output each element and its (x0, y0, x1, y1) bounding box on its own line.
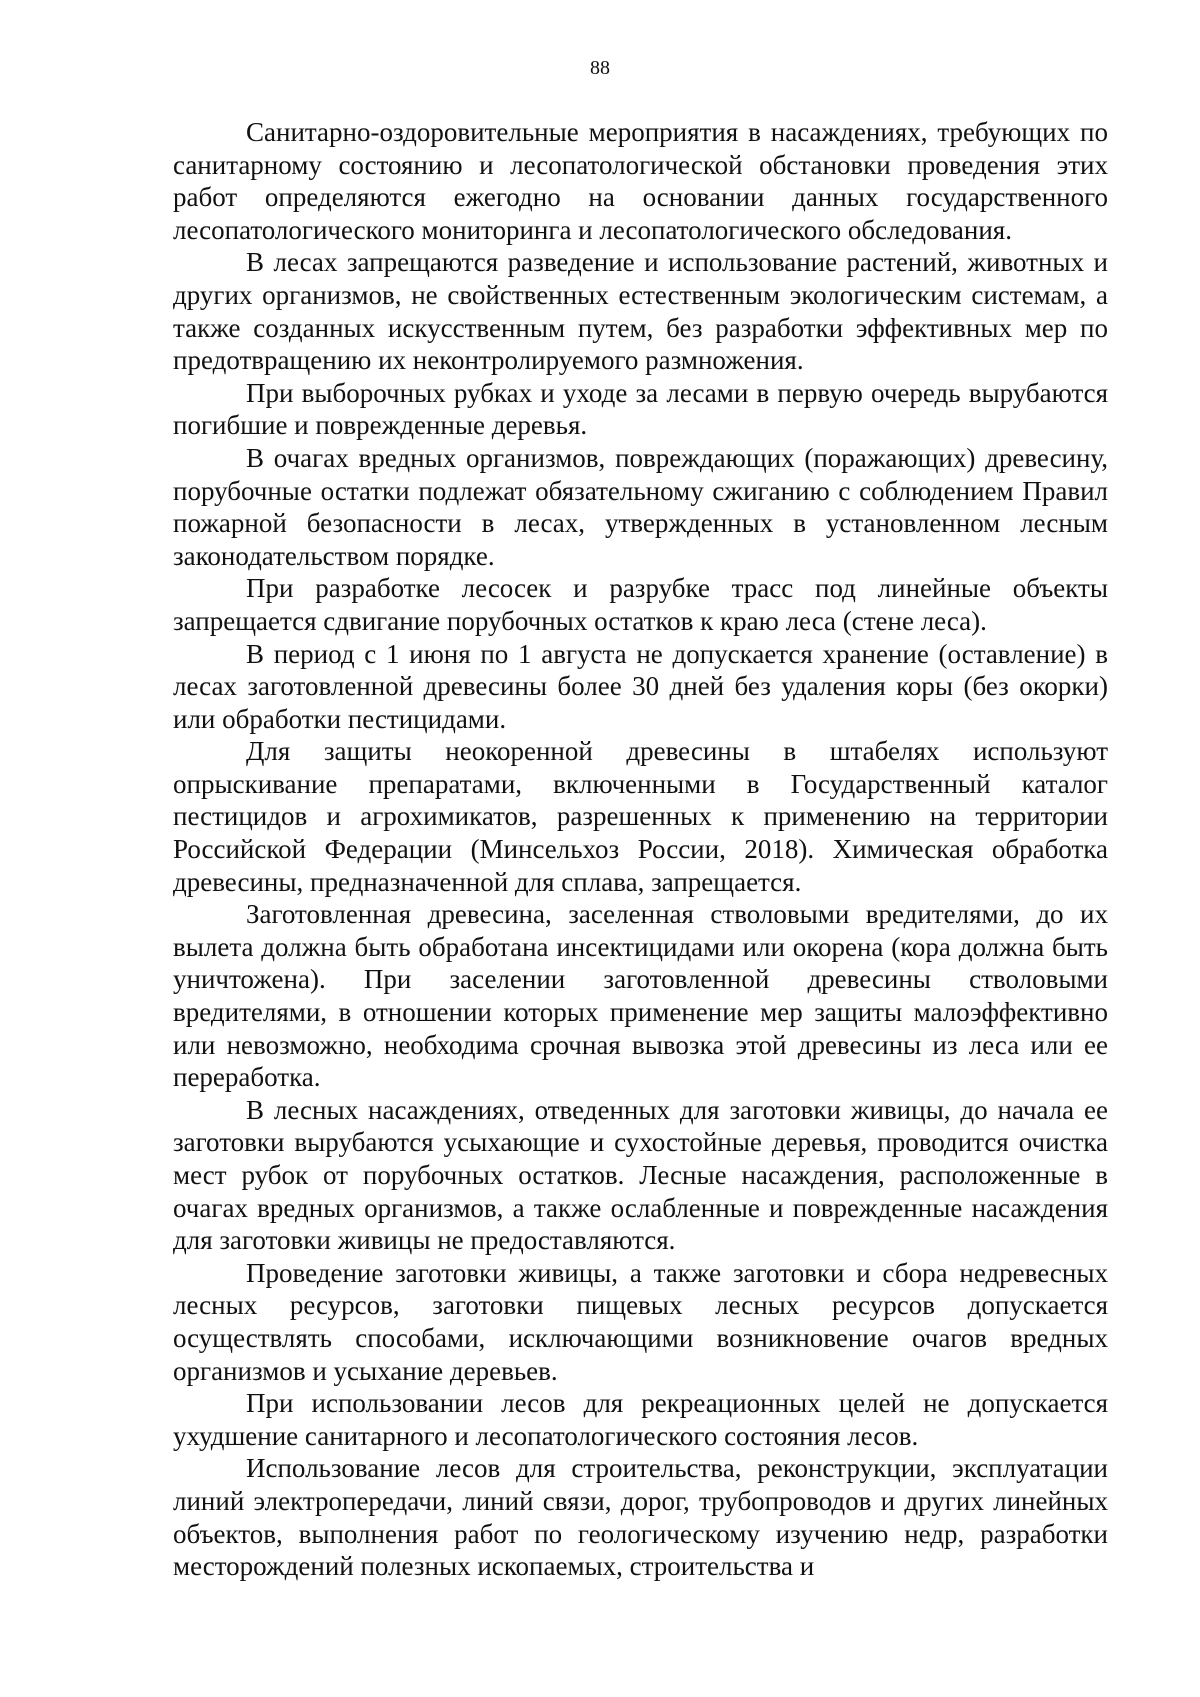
paragraph: При использовании лесов для рекреационных целей не допускается ухудшение санитарного и лесопатологического состояния лесов. (173, 1388, 1108, 1451)
paragraph: Заготовленная древесина, заселенная стволовыми вредителями, до их вылета должна быть обработана инсектицидами или окорена (кора должна быть уничтожена). При заселении заготовленной древесины стволовыми вредителями, в отношении которых применение мер защиты малоэффективно или невозможно, необходима срочная вывозка этой древесины из леса или ее переработка. (173, 899, 1108, 1093)
paragraph: Использование лесов для строительства, реконструкции, эксплуатации линий электропередачи, линий связи, дорог, трубопроводов и других линейных объектов, выполнения работ по геологическому изучению недр, разработки месторождений полезных ископаемых, строительства и (173, 1453, 1108, 1582)
paragraph: В период с 1 июня по 1 августа не допускается хранение (оставление) в лесах заготовленной древесины более 30 дней без удаления коры (без окорки) или обработки пестицидами. (173, 638, 1108, 734)
paragraph: При выборочных рубках и уходе за лесами в первую очередь вырубаются погибшие и поврежденные деревья. (173, 377, 1108, 441)
paragraph: При разработке лесосек и разрубке трасс под линейные объекты запрещается сдвигание порубочных остатков к краю леса (стене леса). (173, 573, 1108, 636)
paragraph: В очагах вредных организмов, повреждающих (поражающих) древесину, порубочные остатки подлежат обязательному сжиганию с соблюдением Правил пожарной безопасности в лесах, утвержденных в установленном лесным законодательством порядке. (173, 442, 1108, 571)
paragraph: В лесах запрещаются разведение и использование растений, животных и других организмов, не свойственных естественным экологическим системам, а также созданных искусственным путем, без разработки эффективных мер по предотвращению их неконтролируемого размножения. (173, 247, 1108, 376)
paragraph: Проведение заготовки живицы, а также заготовки и сбора недревесных лесных ресурсов, заготовки пищевых лесных ресурсов допускается осуществлять способами, исключающими возникновение очагов вредных организмов и усыхание деревьев. (173, 1257, 1108, 1386)
paragraph: Для защиты неокоренной древесины в штабелях используют опрыскивание препаратами, включенными в Государственный каталог пестицидов и агрохимикатов, разрешенных к применению на территории Российской Федерации (Минсельхоз России, 2018). Химическая обработка древесины, предназначенной для сплава, запрещается. (173, 736, 1108, 897)
page-number: 88 (590, 57, 610, 79)
document-body (173, 116, 1108, 1583)
paragraph: В лесных насаждениях, отведенных для заготовки живицы, до начала ее заготовки вырубаются усыхающие и сухостойные деревья, проводится очистка мест рубок от порубочных остатков. Лесные насаждения, расположенные в очагах вредных организмов, а также ослабленные и поврежденные насаждения для заготовки живицы не предоставляются. (173, 1094, 1108, 1256)
paragraph: Санитарно-оздоровительные мероприятия в насаждениях, требующих по санитарному состоянию и лесопатологической обстановки проведения этих работ определяются ежегодно на основании данных государственного лесопатологического мониторинга и лесопатологического обследования. (173, 117, 1108, 245)
